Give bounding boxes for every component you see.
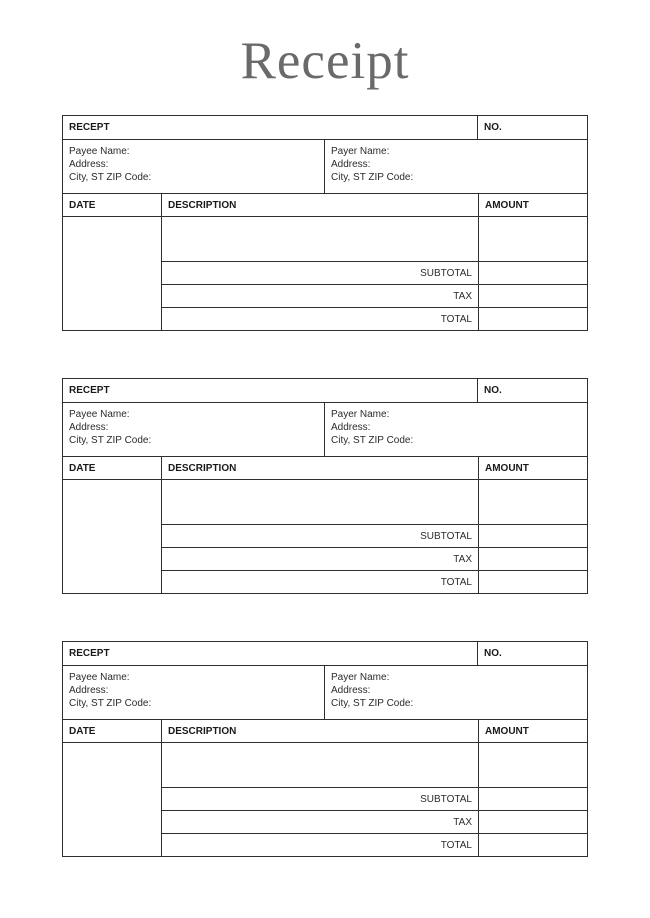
table-header-row xyxy=(63,457,587,480)
description-entry-cell[interactable] xyxy=(162,217,478,261)
payer-city-zip-label: City, ST ZIP Code: xyxy=(331,171,414,183)
description-entry-cell[interactable] xyxy=(162,743,478,787)
payer-info-cell[interactable] xyxy=(325,140,587,193)
tax-label: TAX xyxy=(453,290,472,302)
receipt-header-cell xyxy=(63,116,478,139)
payee-name-label: Payee Name: xyxy=(69,146,130,157)
total-label-cell xyxy=(162,833,478,856)
receipt-block-3 xyxy=(62,641,588,857)
subtotal-label: SUBTOTAL xyxy=(420,530,472,542)
payee-info-cell[interactable] xyxy=(63,666,325,719)
receipt-header-row xyxy=(63,379,587,403)
payee-name-label: Payee Name: xyxy=(69,409,130,420)
table-header-row xyxy=(63,194,587,217)
payer-name-label: Payer Name: xyxy=(331,409,390,420)
receipt-number-label: NO. xyxy=(484,648,502,659)
tax-amount-cell[interactable] xyxy=(479,810,587,833)
receipt-block-2 xyxy=(62,378,588,594)
receipts-container xyxy=(0,115,650,857)
tax-amount-cell[interactable] xyxy=(479,547,587,570)
date-entry-cell[interactable] xyxy=(63,217,162,330)
payer-name-label: Payer Name: xyxy=(331,672,390,683)
receipt-number-label: NO. xyxy=(484,385,502,396)
payer-info-cell[interactable] xyxy=(325,403,587,456)
amount-column-header: AMOUNT xyxy=(478,194,587,216)
subtotal-label-cell xyxy=(162,787,478,810)
total-amount-cell[interactable] xyxy=(479,570,587,593)
receipt-number-cell[interactable] xyxy=(478,642,587,665)
payee-address-label: Address: xyxy=(69,158,109,170)
total-label-cell xyxy=(162,570,478,593)
payer-city-zip-label: City, ST ZIP Code: xyxy=(331,697,414,709)
amount-entry-cell[interactable] xyxy=(479,217,587,261)
tax-amount-cell[interactable] xyxy=(479,284,587,307)
subtotal-amount-cell[interactable] xyxy=(479,524,587,547)
receipt-header-cell xyxy=(63,379,478,402)
total-label-cell xyxy=(162,307,478,330)
subtotal-label-cell xyxy=(162,261,478,284)
payer-address-label: Address: xyxy=(331,684,371,696)
parties-row xyxy=(63,403,587,457)
page-title: Receipt xyxy=(240,32,410,90)
total-amount-cell[interactable] xyxy=(479,833,587,856)
subtotal-label-cell xyxy=(162,524,478,547)
receipt-number-label: NO. xyxy=(484,122,502,133)
payer-info-cell[interactable] xyxy=(325,666,587,719)
payer-address-label: Address: xyxy=(331,158,371,170)
amount-entry-cell[interactable] xyxy=(479,743,587,787)
payee-city-zip-label: City, ST ZIP Code: xyxy=(69,697,152,709)
table-header-row xyxy=(63,720,587,743)
parties-row xyxy=(63,140,587,194)
payer-address-label: Address: xyxy=(331,421,371,433)
receipt-header-cell xyxy=(63,642,478,665)
payee-info-cell[interactable] xyxy=(63,140,325,193)
payee-city-zip-label: City, ST ZIP Code: xyxy=(69,434,152,446)
payer-name-label: Payer Name: xyxy=(331,146,390,157)
total-label: TOTAL xyxy=(440,313,472,325)
amount-column-body xyxy=(478,743,587,856)
subtotal-label: SUBTOTAL xyxy=(420,267,472,279)
total-label: TOTAL xyxy=(440,576,472,588)
description-column-body xyxy=(162,480,478,593)
tax-label: TAX xyxy=(453,816,472,828)
receipt-header-row xyxy=(63,116,587,140)
date-column-header: DATE xyxy=(63,720,162,742)
description-entry-cell[interactable] xyxy=(162,480,478,524)
payee-address-label: Address: xyxy=(69,684,109,696)
parties-row xyxy=(63,666,587,720)
date-entry-cell[interactable] xyxy=(63,480,162,593)
receipt-header-label: RECEPT xyxy=(69,122,110,133)
total-label: TOTAL xyxy=(440,839,472,851)
receipt-number-cell[interactable] xyxy=(478,379,587,402)
payee-address-label: Address: xyxy=(69,421,109,433)
subtotal-amount-cell[interactable] xyxy=(479,787,587,810)
amount-column-header: AMOUNT xyxy=(478,457,587,479)
payee-name-label: Payee Name: xyxy=(69,672,130,683)
description-column-body xyxy=(162,743,478,856)
amount-entry-cell[interactable] xyxy=(479,480,587,524)
date-entry-cell[interactable] xyxy=(63,743,162,856)
description-column-header: DESCRIPTION xyxy=(168,725,237,737)
receipt-header-label: RECEPT xyxy=(69,648,110,659)
payee-city-zip-label: City, ST ZIP Code: xyxy=(69,171,152,183)
receipt-number-cell[interactable] xyxy=(478,116,587,139)
payee-info-cell[interactable] xyxy=(63,403,325,456)
date-column-header: DATE xyxy=(63,457,162,479)
date-column-header: DATE xyxy=(63,194,162,216)
description-column-header: DESCRIPTION xyxy=(168,199,237,211)
subtotal-amount-cell[interactable] xyxy=(479,261,587,284)
description-column-body xyxy=(162,217,478,330)
receipt-block-1 xyxy=(62,115,588,331)
amount-column-body xyxy=(478,217,587,330)
subtotal-label: SUBTOTAL xyxy=(420,793,472,805)
total-amount-cell[interactable] xyxy=(479,307,587,330)
tax-label: TAX xyxy=(453,553,472,565)
tax-label-cell xyxy=(162,547,478,570)
receipt-header-row xyxy=(63,642,587,666)
table-body xyxy=(63,480,587,593)
table-body xyxy=(63,743,587,856)
description-column-header: DESCRIPTION xyxy=(168,462,237,474)
payer-city-zip-label: City, ST ZIP Code: xyxy=(331,434,414,446)
receipt-header-label: RECEPT xyxy=(69,385,110,396)
table-body xyxy=(63,217,587,330)
tax-label-cell xyxy=(162,284,478,307)
tax-label-cell xyxy=(162,810,478,833)
amount-column-body xyxy=(478,480,587,593)
amount-column-header: AMOUNT xyxy=(478,720,587,742)
